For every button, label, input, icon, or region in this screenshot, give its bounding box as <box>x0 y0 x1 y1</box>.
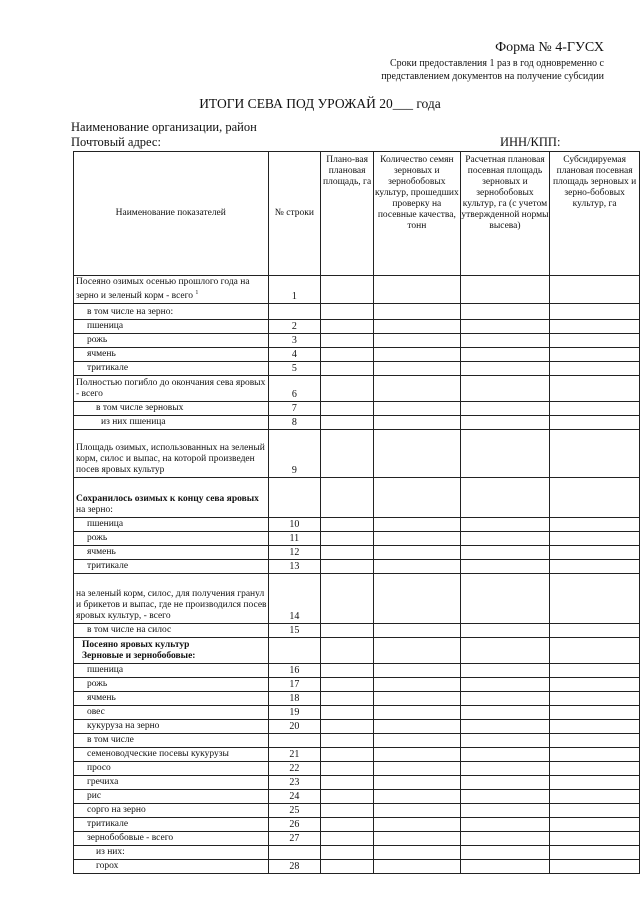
table-row <box>74 416 640 430</box>
section-title: Посеяно яровых культур <box>82 640 190 650</box>
value-cell[interactable] <box>321 624 374 638</box>
deadline-line-2: представлением документов на получение субсидии <box>381 71 604 82</box>
value-cell[interactable] <box>460 402 550 416</box>
table-row <box>74 748 640 762</box>
value-cell[interactable] <box>550 832 640 846</box>
value-cell[interactable] <box>460 748 550 762</box>
subsection-label: Зерновые и зернобобовые: <box>82 651 196 661</box>
value-cell[interactable] <box>460 860 550 874</box>
row-number: 6 <box>268 376 321 402</box>
value-cell[interactable] <box>550 416 640 430</box>
row-number: 1 <box>268 276 321 304</box>
value-cell[interactable] <box>321 320 374 334</box>
table-row <box>74 376 640 402</box>
row-number <box>268 304 321 320</box>
value-cell[interactable] <box>321 376 374 402</box>
row-label: Посеяно озимых осенью прошлого года на зерно и зеленый корм - всего $^1$ <box>74 276 269 304</box>
value-cell[interactable] <box>321 574 374 624</box>
table-row <box>74 860 640 874</box>
value-cell[interactable] <box>321 748 374 762</box>
row-label: Площадь озимых, использованных на зеленый корм, силос и выпас, на которой произведен посев яровых культур <box>74 430 269 478</box>
row-number: 18 <box>268 692 321 706</box>
value-cell[interactable] <box>321 832 374 846</box>
col-header-subsidized-area: Субсидируемая плановая посевная площадь зерновых и зерно-бобовых культур, га <box>550 152 640 276</box>
value-cell[interactable] <box>550 720 640 734</box>
row-label: в том числе <box>74 734 269 748</box>
value-cell[interactable] <box>321 532 374 546</box>
value-cell[interactable] <box>460 706 550 720</box>
row-label: семеноводческие посевы кукурузы <box>74 748 269 762</box>
value-cell[interactable] <box>374 304 461 320</box>
value-cell[interactable] <box>321 706 374 720</box>
row-label: ячмень <box>74 348 269 362</box>
table-row <box>74 776 640 790</box>
row-label: на зеленый корм, силос, для получения гранул и брикетов и выпас, где не производился посев яровых культур, - всего <box>74 574 269 624</box>
value-cell[interactable] <box>460 762 550 776</box>
row-label: из них пшеница <box>74 416 269 430</box>
row-number: 25 <box>268 804 321 818</box>
row-number: 22 <box>268 762 321 776</box>
table-row <box>74 720 640 734</box>
value-cell[interactable] <box>460 734 550 748</box>
value-cell[interactable] <box>550 790 640 804</box>
value-cell[interactable] <box>321 664 374 678</box>
table-row <box>74 532 640 546</box>
row-label: рис <box>74 790 269 804</box>
row-number: 27 <box>268 832 321 846</box>
table-row <box>74 430 640 478</box>
value-cell[interactable] <box>374 790 461 804</box>
row-label: в том числе зерновых <box>74 402 269 416</box>
row-label: рожь <box>74 334 269 348</box>
value-cell[interactable] <box>374 574 461 624</box>
value-cell[interactable] <box>374 532 461 546</box>
table-row <box>74 734 640 748</box>
row-label: тритикале <box>74 560 269 574</box>
value-cell[interactable] <box>374 518 461 532</box>
value-cell[interactable] <box>374 478 461 518</box>
table-row <box>74 348 640 362</box>
row-number: 19 <box>268 706 321 720</box>
deadline-note <box>381 57 604 83</box>
value-cell[interactable] <box>374 276 461 304</box>
value-cell[interactable] <box>460 790 550 804</box>
value-cell[interactable] <box>321 846 374 860</box>
table-row <box>74 706 640 720</box>
row-label: рожь <box>74 532 269 546</box>
value-cell[interactable] <box>550 376 640 402</box>
table-row <box>74 518 640 532</box>
row-number: 14 <box>268 574 321 624</box>
row-number: 21 <box>268 748 321 762</box>
value-cell[interactable] <box>550 678 640 692</box>
row-label: тритикале <box>74 362 269 376</box>
row-label: просо <box>74 762 269 776</box>
value-cell[interactable] <box>460 664 550 678</box>
value-cell[interactable] <box>374 748 461 762</box>
value-cell[interactable] <box>321 362 374 376</box>
value-cell[interactable] <box>460 776 550 790</box>
row-number: 9 <box>268 430 321 478</box>
value-cell[interactable] <box>321 430 374 478</box>
row-label <box>74 638 269 664</box>
row-label: ячмень <box>74 546 269 560</box>
value-cell[interactable] <box>321 790 374 804</box>
value-cell[interactable] <box>550 478 640 518</box>
value-cell[interactable] <box>550 860 640 874</box>
value-cell[interactable] <box>321 734 374 748</box>
value-cell[interactable] <box>460 276 550 304</box>
value-cell[interactable] <box>321 678 374 692</box>
row-number: 13 <box>268 560 321 574</box>
value-cell[interactable] <box>460 846 550 860</box>
value-cell[interactable] <box>374 860 461 874</box>
value-cell[interactable] <box>374 818 461 832</box>
value-cell[interactable] <box>321 818 374 832</box>
value-cell[interactable] <box>321 334 374 348</box>
value-cell[interactable] <box>374 624 461 638</box>
value-cell[interactable] <box>460 320 550 334</box>
row-number: 3 <box>268 334 321 348</box>
value-cell[interactable] <box>374 362 461 376</box>
deadline-line-1: Сроки предоставления 1 раз в год одновременно с <box>389 58 604 69</box>
value-cell[interactable] <box>321 518 374 532</box>
row-label: зернобобовые - всего <box>74 832 269 846</box>
value-cell[interactable] <box>460 546 550 560</box>
value-cell[interactable] <box>321 560 374 574</box>
table-row <box>74 320 640 334</box>
value-cell[interactable] <box>460 348 550 362</box>
row-number <box>268 846 321 860</box>
row-number: 28 <box>268 860 321 874</box>
value-cell[interactable] <box>550 532 640 546</box>
document-title: ИТОГИ СЕВА ПОД УРОЖАЙ 20___ года <box>199 96 441 111</box>
value-cell[interactable] <box>550 748 640 762</box>
row-number: 4 <box>268 348 321 362</box>
row-number <box>268 478 321 518</box>
row-number: 5 <box>268 362 321 376</box>
value-cell[interactable] <box>321 546 374 560</box>
value-cell[interactable] <box>550 348 640 362</box>
value-cell[interactable] <box>550 706 640 720</box>
row-number <box>268 638 321 664</box>
col-header-calculated-area: Расчетная плановая посевная площадь зерновых и зернобобовых культур, га (с учетом утвержденной нормы высева) <box>460 152 550 276</box>
table-row <box>74 402 640 416</box>
inn-kpp-label: ИНН/КПП: <box>500 135 561 149</box>
row-number: 20 <box>268 720 321 734</box>
table-row <box>74 624 640 638</box>
value-cell[interactable] <box>460 334 550 348</box>
value-cell[interactable] <box>460 624 550 638</box>
value-cell[interactable] <box>374 804 461 818</box>
row-number: 15 <box>268 624 321 638</box>
value-cell[interactable] <box>550 402 640 416</box>
value-cell[interactable] <box>321 304 374 320</box>
value-cell[interactable] <box>460 376 550 402</box>
value-cell[interactable] <box>460 416 550 430</box>
col-header-seed-quantity: Количество семян зерновых и зернобобовых культур, прошедших проверку на посевные качества, тонн <box>374 152 461 276</box>
value-cell[interactable] <box>321 720 374 734</box>
row-number: 26 <box>268 818 321 832</box>
value-cell[interactable] <box>550 762 640 776</box>
value-cell[interactable] <box>460 430 550 478</box>
value-cell[interactable] <box>550 818 640 832</box>
row-number: 12 <box>268 546 321 560</box>
value-cell[interactable] <box>550 638 640 664</box>
table-row <box>74 804 640 818</box>
value-cell[interactable] <box>374 846 461 860</box>
value-cell[interactable] <box>460 574 550 624</box>
row-label: в том числе на силос <box>74 624 269 638</box>
value-cell[interactable] <box>374 320 461 334</box>
value-cell[interactable] <box>374 546 461 560</box>
table-row <box>74 832 640 846</box>
row-label: сорго на зерно <box>74 804 269 818</box>
value-cell[interactable] <box>550 276 640 304</box>
row-number: 16 <box>268 664 321 678</box>
row-label: рожь <box>74 678 269 692</box>
value-cell[interactable] <box>460 638 550 664</box>
value-cell[interactable] <box>550 546 640 560</box>
value-cell[interactable] <box>550 624 640 638</box>
row-label: Полностью погибло до окончания сева яровых - всего <box>74 376 269 402</box>
value-cell[interactable] <box>374 560 461 574</box>
row-number: 23 <box>268 776 321 790</box>
row-label: из них: <box>74 846 269 860</box>
row-number: 10 <box>268 518 321 532</box>
row-number: 7 <box>268 402 321 416</box>
table-row <box>74 546 640 560</box>
value-cell[interactable] <box>374 334 461 348</box>
value-cell[interactable] <box>460 518 550 532</box>
table-row <box>74 638 640 664</box>
value-cell[interactable] <box>550 334 640 348</box>
value-cell[interactable] <box>460 692 550 706</box>
value-cell[interactable] <box>460 560 550 574</box>
table-row <box>74 574 640 624</box>
value-cell[interactable] <box>460 720 550 734</box>
value-cell[interactable] <box>550 776 640 790</box>
row-number: 11 <box>268 532 321 546</box>
value-cell[interactable] <box>374 664 461 678</box>
value-cell[interactable] <box>374 376 461 402</box>
value-cell[interactable] <box>374 706 461 720</box>
table-row <box>74 276 640 304</box>
value-cell[interactable] <box>550 664 640 678</box>
value-cell[interactable] <box>460 818 550 832</box>
value-cell[interactable] <box>550 692 640 706</box>
row-number: 8 <box>268 416 321 430</box>
row-number <box>268 734 321 748</box>
table-row <box>74 560 640 574</box>
table-row <box>74 334 640 348</box>
row-label: гречиха <box>74 776 269 790</box>
row-label: кукуруза на зерно <box>74 720 269 734</box>
value-cell[interactable] <box>374 430 461 478</box>
col-header-indicator: Наименование показателей <box>74 152 269 276</box>
table-row <box>74 678 640 692</box>
value-cell[interactable] <box>550 362 640 376</box>
value-cell[interactable] <box>374 638 461 664</box>
table-row <box>74 846 640 860</box>
row-label: ячмень <box>74 692 269 706</box>
row-label: пшеница <box>74 320 269 334</box>
section-title: Сохранилось озимых к концу сева яровых <box>76 494 259 504</box>
value-cell[interactable] <box>460 804 550 818</box>
value-cell[interactable] <box>374 402 461 416</box>
value-cell[interactable] <box>321 860 374 874</box>
col-header-row-number: № строки <box>268 152 321 276</box>
row-number: 17 <box>268 678 321 692</box>
value-cell[interactable] <box>321 762 374 776</box>
table-row <box>74 304 640 320</box>
value-cell[interactable] <box>550 518 640 532</box>
table-row <box>74 818 640 832</box>
value-cell[interactable] <box>374 720 461 734</box>
value-cell[interactable] <box>321 638 374 664</box>
value-cell[interactable] <box>374 692 461 706</box>
value-cell[interactable] <box>374 348 461 362</box>
table-row <box>74 664 640 678</box>
value-cell[interactable] <box>321 804 374 818</box>
table-row <box>74 790 640 804</box>
row-label <box>74 478 269 518</box>
value-cell[interactable] <box>550 804 640 818</box>
row-label: тритикале <box>74 818 269 832</box>
value-cell[interactable] <box>321 402 374 416</box>
header-row <box>74 152 640 276</box>
subsection-label: на зерно: <box>76 505 113 515</box>
value-cell[interactable] <box>550 304 640 320</box>
value-cell[interactable] <box>460 478 550 518</box>
value-cell[interactable] <box>460 532 550 546</box>
value-cell[interactable] <box>460 304 550 320</box>
value-cell[interactable] <box>321 348 374 362</box>
value-cell[interactable] <box>550 846 640 860</box>
form-number: Форма № 4-ГУСХ <box>495 40 604 55</box>
value-cell[interactable] <box>374 832 461 846</box>
address-label: Почтовый адрес: <box>71 135 161 149</box>
table-row <box>74 692 640 706</box>
row-label: пшеница <box>74 518 269 532</box>
value-cell[interactable] <box>374 762 461 776</box>
table-row <box>74 362 640 376</box>
value-cell[interactable] <box>460 832 550 846</box>
row-label: пшеница <box>74 664 269 678</box>
value-cell[interactable] <box>321 478 374 518</box>
value-cell[interactable] <box>550 320 640 334</box>
value-cell[interactable] <box>460 678 550 692</box>
value-cell[interactable] <box>550 430 640 478</box>
value-cell[interactable] <box>321 276 374 304</box>
value-cell[interactable] <box>374 734 461 748</box>
value-cell[interactable] <box>374 416 461 430</box>
value-cell[interactable] <box>374 678 461 692</box>
col-header-planned-area: Плано-вая плановая площадь, га <box>321 152 374 276</box>
row-number: 24 <box>268 790 321 804</box>
table-row <box>74 762 640 776</box>
value-cell[interactable] <box>550 560 640 574</box>
row-label: в том числе на зерно: <box>74 304 269 320</box>
value-cell[interactable] <box>460 362 550 376</box>
row-label: овес <box>74 706 269 720</box>
sowing-table <box>73 151 640 874</box>
value-cell[interactable] <box>321 416 374 430</box>
row-number: 2 <box>268 320 321 334</box>
value-cell[interactable] <box>321 776 374 790</box>
organization-label: Наименование организации, район <box>71 120 257 134</box>
value-cell[interactable] <box>550 574 640 624</box>
row-label: горох <box>74 860 269 874</box>
table-row <box>74 478 640 518</box>
value-cell[interactable] <box>550 734 640 748</box>
value-cell[interactable] <box>374 776 461 790</box>
value-cell[interactable] <box>321 692 374 706</box>
